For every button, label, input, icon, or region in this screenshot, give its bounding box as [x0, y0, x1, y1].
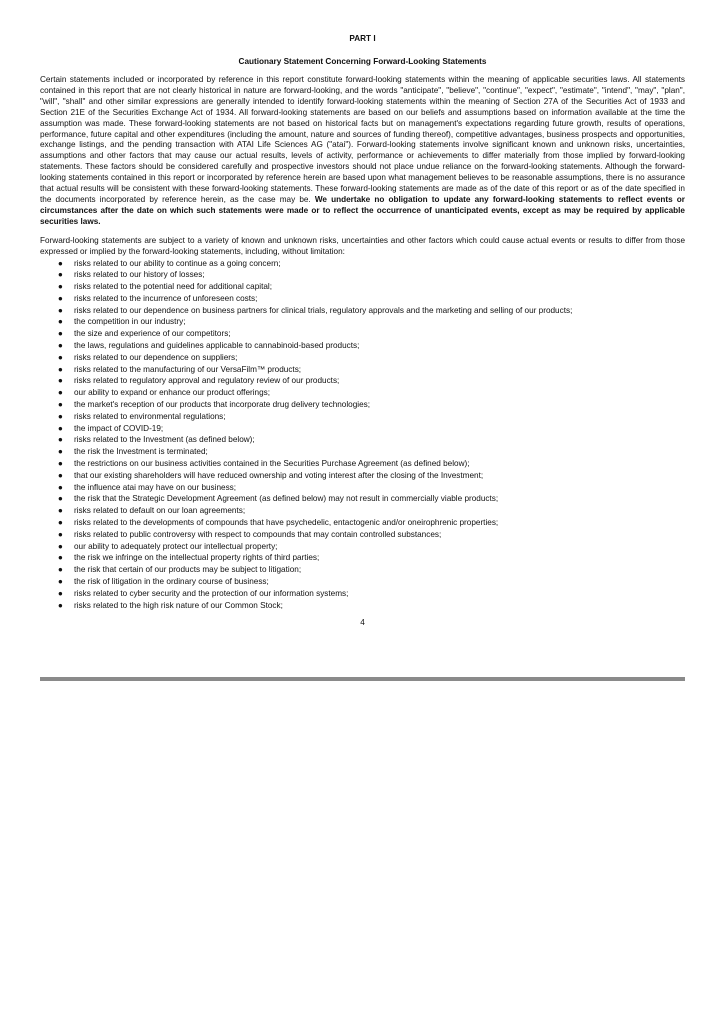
list-item-text: the risk the Investment is terminated;	[74, 447, 208, 457]
document-page	[40, 33, 685, 637]
bullet-icon: ●	[58, 553, 63, 563]
list-item	[40, 517, 685, 529]
list-item-text: risks related to our dependence on suppliers;	[74, 352, 238, 362]
list-item	[40, 576, 685, 588]
bullet-icon: ●	[58, 341, 63, 351]
list-item	[40, 411, 685, 423]
list-item	[40, 541, 685, 553]
list-item-text: that our existing shareholders will have reduced ownership and voting interest after the closing of the Investment;	[74, 470, 484, 480]
list-item-text: the restrictions on our business activities contained in the Securities Purchase Agreement (as defined below);	[74, 459, 470, 469]
list-item	[40, 446, 685, 458]
list-item-text: risks related to our ability to continue as a going concern;	[74, 258, 281, 268]
bullet-icon: ●	[58, 258, 63, 268]
bullet-icon: ●	[58, 447, 63, 457]
list-item	[40, 423, 685, 435]
bullet-icon: ●	[58, 364, 63, 374]
list-item-text: the size and experience of our competitors;	[74, 329, 231, 339]
bullet-icon: ●	[58, 293, 63, 303]
list-item-text: the impact of COVID-19;	[74, 423, 164, 433]
bullet-icon: ●	[58, 494, 63, 504]
paragraph-risks-intro: Forward-looking statements are subject to a variety of known and unknown risks, uncertainties and other factors which could cause actual events or results to differ from those expressed or implied by the forward-looking statements, including, without limitation:	[40, 235, 685, 256]
page-divider	[40, 677, 685, 681]
bullet-icon: ●	[58, 270, 63, 280]
bullet-icon: ●	[58, 400, 63, 410]
list-item-text: the risk that certain of our products may be subject to litigation;	[74, 565, 302, 575]
list-item	[40, 458, 685, 470]
list-item	[40, 529, 685, 541]
bullet-icon: ●	[58, 529, 63, 539]
paragraph-forward-looking-text: Certain statements included or incorporated by reference in this report constitute forward-looking statements within the meaning of applicable securities laws. All statements contained in this report that are not clearly historical in nature are forward-looking, and the words "anticipate", "believe", "continue", "expect", "estimate", "intend", "may", "plan", "will", "shall" and other similar expressions are generally intended to identify forward-looking statements within the meaning of Section 27A of the Securities Act of 1933 and Section 21E of the Securities Exchange Act of 1934. All forward-looking statements are based on our beliefs and assumptions based on information available at the time the assumption was made. These forward-looking statements are not based on historical facts but on management's expectations regarding future growth, results of operations, performance, future capital and other expenditures (including the amount, nature and sources of funding thereof), competitive advantages, business prospects and opportunities, exchange listings, and the pending transaction with ATAI Life Sciences AG ("atai"). Forward-looking statements involve significant known and unknown risks, uncertainties, assumptions and other factors that may cause our actual results, levels of activity, performance or achievements to differ materially from those implied by forward-looking statements. These factors should be considered carefully and prospective investors should not place undue reliance on the forward-looking statements. Although the forward-looking statements contained in this report or incorporated by reference herein are based upon what management believes to be reasonable assumptions, there is no assurance that actual results will be consistent with these forward-looking statements. These forward-looking statements are made as of the date of this report or as of the date specified in the documents incorporated by reference herein, as the case may be.	[40, 75, 685, 204]
list-item-text: risks related to the developments of compounds that have psychedelic, entactogenic and/or oneirophrenic properties;	[74, 518, 499, 528]
bullet-icon: ●	[58, 435, 63, 445]
risk-list	[40, 258, 685, 612]
list-item-text: risks related to cyber security and the protection of our information systems;	[74, 588, 349, 598]
list-item	[40, 281, 685, 293]
bullet-icon: ●	[58, 411, 63, 421]
bullet-icon: ●	[58, 317, 63, 327]
list-item-text: risks related to the incurrence of unforeseen costs;	[74, 293, 258, 303]
bullet-icon: ●	[58, 388, 63, 398]
section-title: Cautionary Statement Concerning Forward-Looking Statements	[238, 57, 487, 66]
list-item	[40, 588, 685, 600]
page-number: 4	[360, 618, 365, 628]
bullet-icon: ●	[58, 329, 63, 339]
list-item	[40, 269, 685, 281]
list-item-text: risks related to our history of losses;	[74, 270, 205, 280]
bullet-icon: ●	[58, 423, 63, 433]
bullet-icon: ●	[58, 541, 63, 551]
list-item-text: the laws, regulations and guidelines applicable to cannabinoid-based products;	[74, 341, 360, 351]
list-item-text: risks related to default on our loan agreements;	[74, 506, 246, 516]
list-item-text: the risk of litigation in the ordinary course of business;	[74, 577, 269, 587]
list-item	[40, 258, 685, 270]
list-item	[40, 552, 685, 564]
list-item-text: the risk we infringe on the intellectual property rights of third parties;	[74, 553, 320, 563]
list-item-text: the risk that the Strategic Development Agreement (as defined below) may not result in commercially viable products;	[74, 494, 499, 504]
part-title: PART I	[349, 34, 376, 43]
paragraph-forward-looking	[40, 75, 685, 228]
list-item-text: risks related to our dependence on business partners for clinical trials, regulatory approvals and the marketing and selling of our products;	[74, 305, 573, 315]
list-item-text: risks related to regulatory approval and regulatory review of our products;	[74, 376, 340, 386]
list-item	[40, 399, 685, 411]
list-item	[40, 375, 685, 387]
bullet-icon: ●	[58, 588, 63, 598]
list-item-text: the market's reception of our products that incorporate drug delivery technologies;	[74, 400, 371, 410]
bullet-icon: ●	[58, 518, 63, 528]
bullet-icon: ●	[58, 352, 63, 362]
list-item	[40, 600, 685, 612]
list-item	[40, 364, 685, 376]
list-item	[40, 493, 685, 505]
bullet-icon: ●	[58, 459, 63, 469]
list-item	[40, 352, 685, 364]
bullet-icon: ●	[58, 305, 63, 315]
list-item	[40, 328, 685, 340]
list-item	[40, 340, 685, 352]
list-item-text: our ability to adequately protect our intellectual property;	[74, 541, 278, 551]
list-item-text: the influence atai may have on our business;	[74, 482, 237, 492]
list-item	[40, 293, 685, 305]
bullet-icon: ●	[58, 282, 63, 292]
list-item	[40, 387, 685, 399]
list-item-text: risks related to public controversy with respect to compounds that may contain controlled substances;	[74, 529, 442, 539]
list-item	[40, 505, 685, 517]
bullet-icon: ●	[58, 470, 63, 480]
bullet-icon: ●	[58, 565, 63, 575]
list-item-text: risks related to environmental regulations;	[74, 411, 226, 421]
list-item-text: the competition in our industry;	[74, 317, 186, 327]
list-item	[40, 564, 685, 576]
bullet-icon: ●	[58, 376, 63, 386]
list-item-text: our ability to expand or enhance our product offerings;	[74, 388, 271, 398]
list-item	[40, 470, 685, 482]
list-item-text: risks related to the manufacturing of our VersaFilm™ products;	[74, 364, 302, 374]
list-item-text: risks related to the potential need for additional capital;	[74, 282, 272, 292]
bullet-icon: ●	[58, 482, 63, 492]
list-item	[40, 305, 685, 317]
list-item	[40, 316, 685, 328]
list-item	[40, 434, 685, 446]
bullet-icon: ●	[58, 577, 63, 587]
list-item-text: risks related to the Investment (as defined below);	[74, 435, 255, 445]
bullet-icon: ●	[58, 506, 63, 516]
paragraph-forward-looking-bold: We undertake no obligation to update any forward-looking statements to reflect events or circumstances after the date on which such statements were made or to reflect the occurrence of unanticipated events, except as may be required by applicable securities laws.	[40, 194, 685, 226]
list-item-text: risks related to the high risk nature of our Common Stock;	[74, 600, 283, 610]
bullet-icon: ●	[58, 600, 63, 610]
list-item	[40, 482, 685, 494]
